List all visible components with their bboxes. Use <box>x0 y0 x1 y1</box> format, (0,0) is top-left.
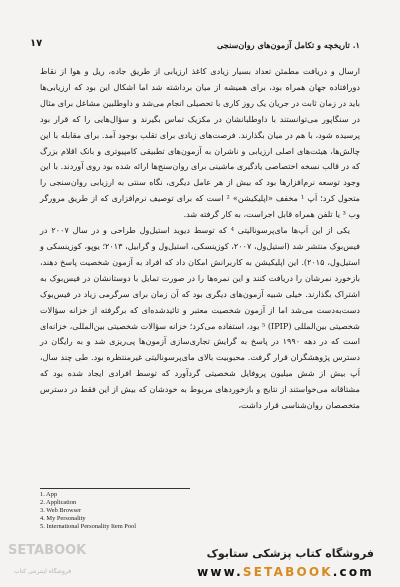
page-header <box>30 38 370 54</box>
url-prefix: www. <box>197 565 243 579</box>
footnote-divider <box>40 488 190 489</box>
body-text <box>40 64 360 414</box>
logo-caption: فروشگاه اینترنتی کتاب <box>14 568 72 575</box>
footnotes <box>40 491 240 531</box>
footnote: 3. Web Browser <box>40 506 82 514</box>
url-suffix: .com <box>332 565 374 579</box>
page-number: ۱۷ <box>30 38 43 49</box>
url-main: SETABOOK <box>242 565 333 579</box>
footnote: 1. App <box>40 491 58 498</box>
paragraph: ارسال و دریافت مطمئن تعداد بسیار زیادی کاغذ ارزیابی از طریق جاده، ریل و هوا از نقاط دورافتاده جهان همراه بود، برای همیشه از میان برداشته شد اما اشکال این بود که ارزیابی‌ها باید در زمان ثابت در جریان یک روز کاری با تحصیلی انجام می‌شد و داوطلبین مشاغل برای مثال در سنگاپور می‌توانستند با داوطلبانشان در مکزیک تماس بگیرند و سؤال‌هایی را که قرار بود پرسیده شود، با هم در میان بگذارند. فرصت‌های زیادی برای تقلب بوجود آمد. برای مقابله با این چالش‌ها، هیئت‌های اصلی ارزیابی و ناشران به آزمون‌های تطبیقی کامپیوتری و بانک اقلام بزرگ که در قالب نسخه اختصاصی یادگیری ماشینی برای روان‌سنج‌ها ارائه شده بود روی آوردند. با این وجود توسعه نرم‌افزارها بود که بیش از هر عامل دیگری، نگاه سنتی به ارزیابی روان‌سنجی را متحول کرد؛ اَپ ¹ مخفف «اپلیکیشن» ² است که برای توصیف نرم‌افزاری که از طریق مرورگر وب ³ یا تلفن همراه قابل اجراست، به کار گرفته شد. <box>40 66 360 220</box>
logo-wordmark: SETABOOK <box>8 543 87 558</box>
store-logo <box>8 535 88 579</box>
store-url[interactable] <box>197 565 374 579</box>
footnote: 2. Application <box>40 498 77 506</box>
running-title: ۱. تاریخچه و تکامل آزمون‌های روان‌سنجی <box>216 40 360 50</box>
paragraph: یکی از این اَپ‌ها مای‌پرسونالیتی ⁴ که توسط دیوید استیل‌ول طراحی و در سال ۲۰۰۷ در فیس‌بوک منتشر شد (استیل‌ول، ۲۰۰۷، کوزینسکی، استیل‌ول و گرابیل، ۲۰۱۳؛ یوپو، کوزینسکی و استیل‌ول، ۲۰۱۵). این اپلیکیشن به کاربرانش امکان داد که افراد به آزمون شخصیت پاسخ دهند، بازخورد نمرشان را دریافت کنند و این نمره‌ها را در صورت تمایل با دوستانشان در فیس‌بوک به اشتراک بگذارند. خیلی شبیه آزمون‌های دیگری بود که آن زمان برای سرگرمی زیاد در فیس‌بوک دست‌به‌دست می‌شد اما از آزمون شخصیت معتبر و تائیدشده‌ای که برگرفته از خزانه سؤالات شخصیتی بین‌المللی (IPIP) ⁵ بود، استفاده می‌کرد؛ خزانه سؤالات شخصیتی بین‌المللی، خزانه‌ای است که در دهه ۱۹۹۰ در پاسخ به گرایش تجاری‌سازی آزمون‌ها پی‌ریزی شد و به رایگان در دسترس پژوهشگران قرار گرفت. محبوبیت بالای مای‌پرسونالیتی غیرمنتظره بود. طی چند سال، اَپ بیش از شش میلیون پروفایل شخصیتی گردآورد که توسط افرادی ایجاد شده بود که مشتاقانه می‌خواستند از نتایج و بازخوردهای مربوط به خودشان که بیش از این فقط در دسترس متخصصان روان‌شناسی قرار داشت، <box>40 225 360 411</box>
footnote: 5. International Personality Item Pool <box>40 522 137 530</box>
store-name: فروشگاه کتاب پزشکی ستابوک <box>206 547 374 560</box>
footnote: 4. My Personality <box>40 514 86 522</box>
store-footer <box>0 535 400 587</box>
